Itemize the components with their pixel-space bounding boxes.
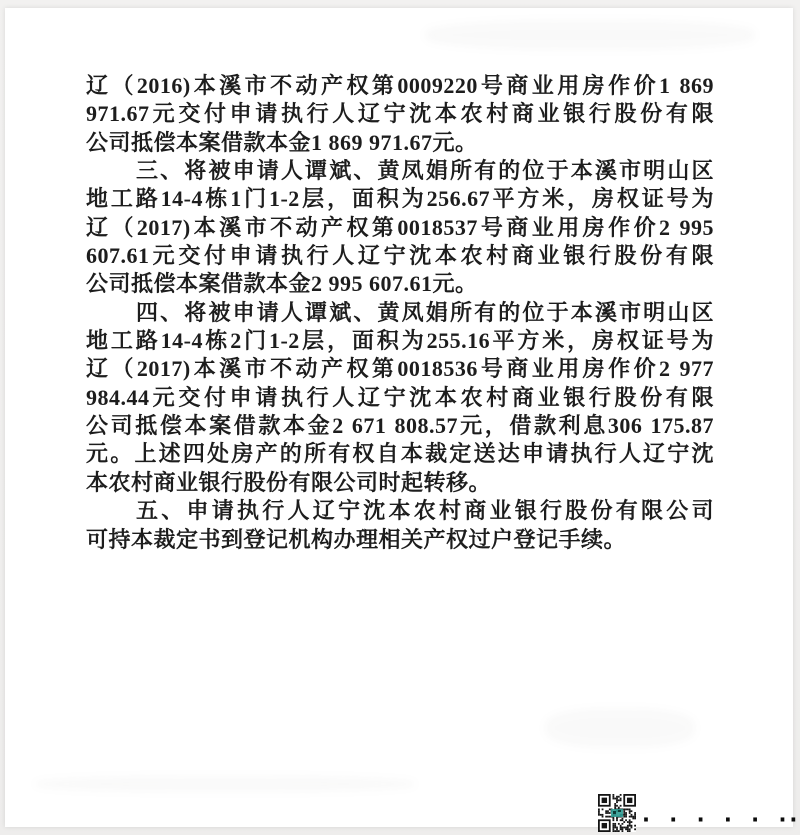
document-line: 本农村商业银行股份有限公司时起转移。 bbox=[86, 469, 492, 495]
document-line-item-three: 三、将被申请人谭斌、黄凤娟所有的位于本溪市明山区 bbox=[136, 158, 714, 184]
document-line-item-five: 五、申请执行人辽宁沈本农村商业银行股份有限公司 bbox=[136, 498, 714, 524]
document-paper bbox=[5, 8, 800, 832]
document-line: 辽（2017)本溪市不动产权第0018536号商业用房作价2 977 bbox=[86, 356, 714, 382]
document-line: 元。上述四处房产的所有权自本裁定送达申请执行人辽宁沈 bbox=[86, 441, 714, 467]
document-line: 辽（2016)本溪市不动产权第0009220号商业用房作价1 869 bbox=[86, 73, 714, 98]
ruling-text-block bbox=[86, 72, 714, 554]
document-line: 地工路14-4栋1门1-2层，面积为256.67平方米，房权证号为 bbox=[86, 186, 714, 212]
document-line: 607.61元交付申请执行人辽宁沈本农村商业银行股份有限 bbox=[86, 243, 714, 269]
scan-artifact bbox=[35, 776, 415, 792]
document-line: 984.44元交付申请执行人辽宁沈本农村商业银行股份有限 bbox=[86, 384, 714, 410]
document-line-item-four: 四、将被申请人谭斌、黄凤娟所有的位于本溪市明山区 bbox=[136, 299, 714, 325]
document-line: 公司抵偿本案借款本金2 995 607.61元。 bbox=[86, 271, 478, 297]
qr-code-icon bbox=[598, 794, 636, 832]
document-line: 公司抵偿本案借款本金1 869 971.67元。 bbox=[86, 129, 478, 155]
document-line: 971.67元交付申请执行人辽宁沈本农村商业银行股份有限 bbox=[86, 101, 714, 127]
scan-artifact bbox=[545, 708, 695, 748]
document-line: 辽（2017)本溪市不动产权第0018537号商业用房作价2 995 bbox=[86, 214, 714, 240]
document-line: 公司抵偿本案借款本金2 671 808.57元，借款利息306 175.87 bbox=[86, 413, 714, 439]
document-line: 地工路14-4栋2门1-2层，面积为255.16平方米，房权证号为 bbox=[86, 328, 714, 354]
leader-dots: · · · · · ·· bbox=[642, 808, 800, 832]
document-line: 可持本裁定书到登记机构办理相关产权过户登记手续。 bbox=[86, 526, 627, 552]
scan-artifact bbox=[425, 20, 755, 50]
